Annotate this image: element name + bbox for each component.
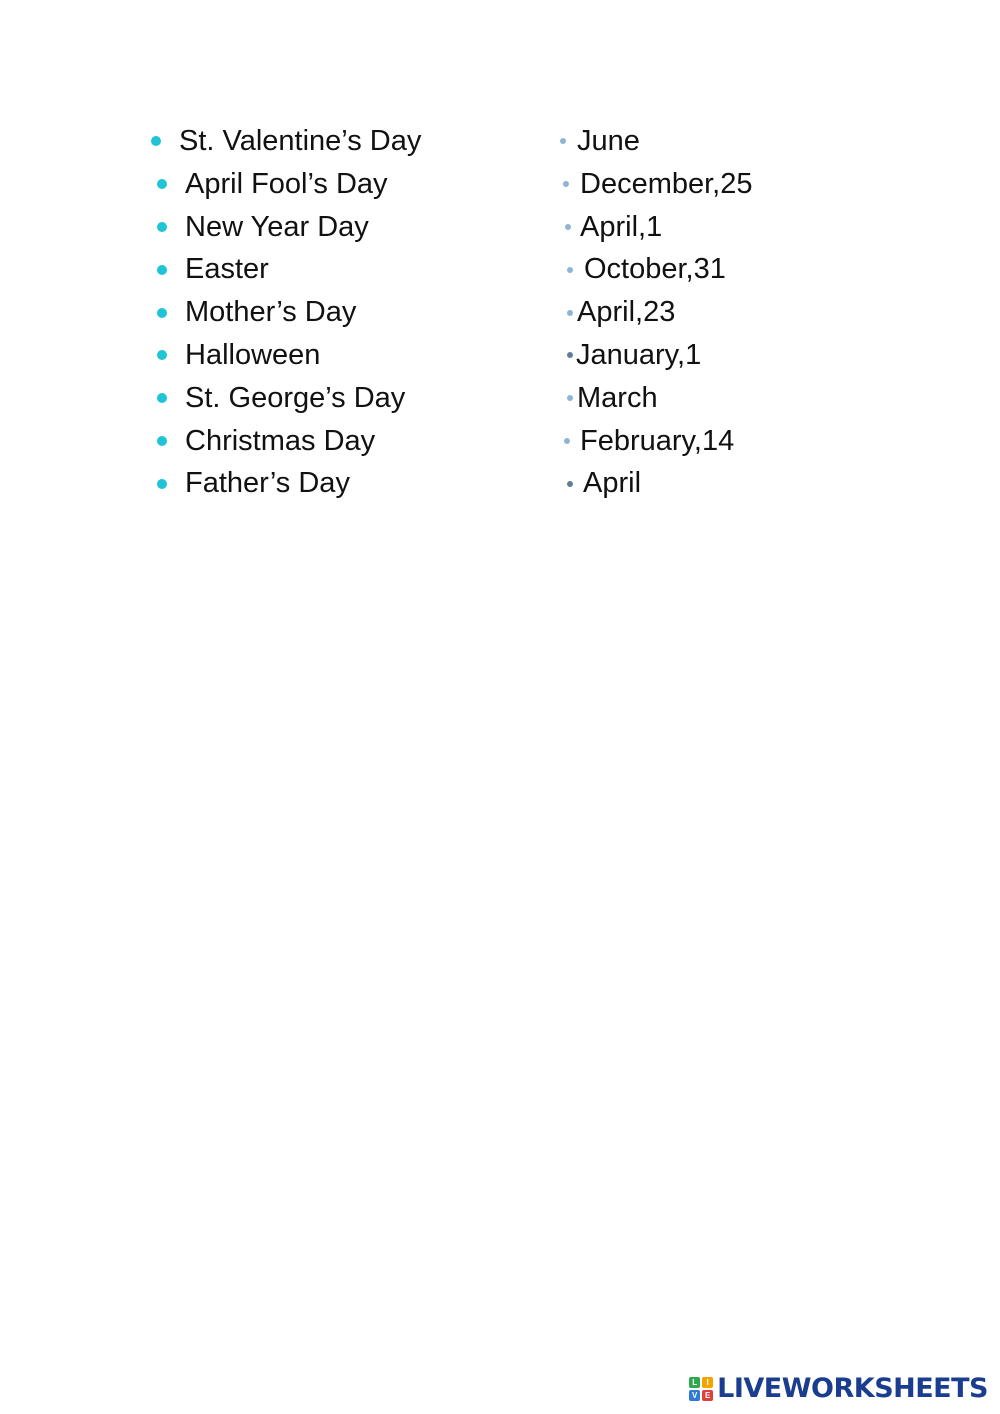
date-item (558, 291, 818, 334)
date-item (558, 163, 818, 206)
holiday-item (148, 420, 478, 463)
bullet-icon (560, 138, 566, 144)
logo-cell: I (702, 1377, 713, 1388)
logo-text: LIVEWORKSHEETS (717, 1373, 988, 1404)
bullet-icon (567, 310, 573, 316)
logo-cell: L (689, 1377, 700, 1388)
bullet-icon (151, 136, 161, 146)
holiday-item (148, 163, 478, 206)
holiday-name: April Fool’s Day (185, 167, 388, 200)
holiday-item (148, 291, 478, 334)
holiday-name: Mother’s Day (185, 296, 357, 329)
date-item (558, 462, 818, 505)
logo-cell: V (689, 1390, 700, 1401)
date-text: April,1 (580, 210, 663, 243)
bullet-icon (564, 438, 570, 444)
date-text: March (577, 381, 658, 414)
date-item (558, 420, 818, 463)
holiday-item (148, 248, 478, 291)
date-item (558, 334, 818, 377)
holiday-item (148, 377, 478, 420)
holiday-item (148, 462, 478, 505)
date-item (558, 120, 818, 163)
bullet-icon (567, 395, 573, 401)
holiday-name: Halloween (185, 338, 321, 371)
bullet-icon (157, 222, 167, 232)
holiday-item (148, 120, 478, 163)
holiday-item (148, 334, 478, 377)
date-list (558, 120, 818, 505)
bullet-icon (157, 308, 167, 318)
date-text: October,31 (584, 253, 726, 286)
date-text: December,25 (580, 167, 753, 200)
holiday-name: New Year Day (185, 210, 369, 243)
bullet-icon (563, 181, 569, 187)
holiday-name: St. George’s Day (185, 381, 406, 414)
date-text: February,14 (580, 424, 735, 457)
date-item (558, 248, 818, 291)
bullet-icon (565, 224, 571, 230)
logo-mark-icon (689, 1377, 713, 1401)
bullet-icon (567, 481, 573, 487)
date-text: April (583, 467, 642, 500)
holiday-name: St. Valentine’s Day (179, 125, 422, 157)
logo-cell: E (702, 1390, 713, 1401)
bullet-icon (567, 352, 573, 358)
bullet-icon (157, 179, 167, 189)
liveworksheets-logo (689, 1372, 988, 1406)
bullet-icon (567, 267, 573, 273)
date-item (558, 377, 818, 420)
bullet-icon (157, 436, 167, 446)
holiday-name: Christmas Day (185, 424, 376, 457)
holiday-name: Easter (185, 253, 269, 286)
holiday-item (148, 206, 478, 249)
bullet-icon (157, 393, 167, 403)
date-text: January,1 (576, 338, 702, 371)
bullet-icon (157, 479, 167, 489)
date-text: April,23 (577, 296, 676, 329)
holiday-name: Father’s Day (185, 467, 350, 500)
bullet-icon (157, 265, 167, 275)
date-text: June (577, 125, 640, 157)
holiday-list (148, 120, 478, 505)
bullet-icon (157, 350, 167, 360)
date-item (558, 206, 818, 249)
